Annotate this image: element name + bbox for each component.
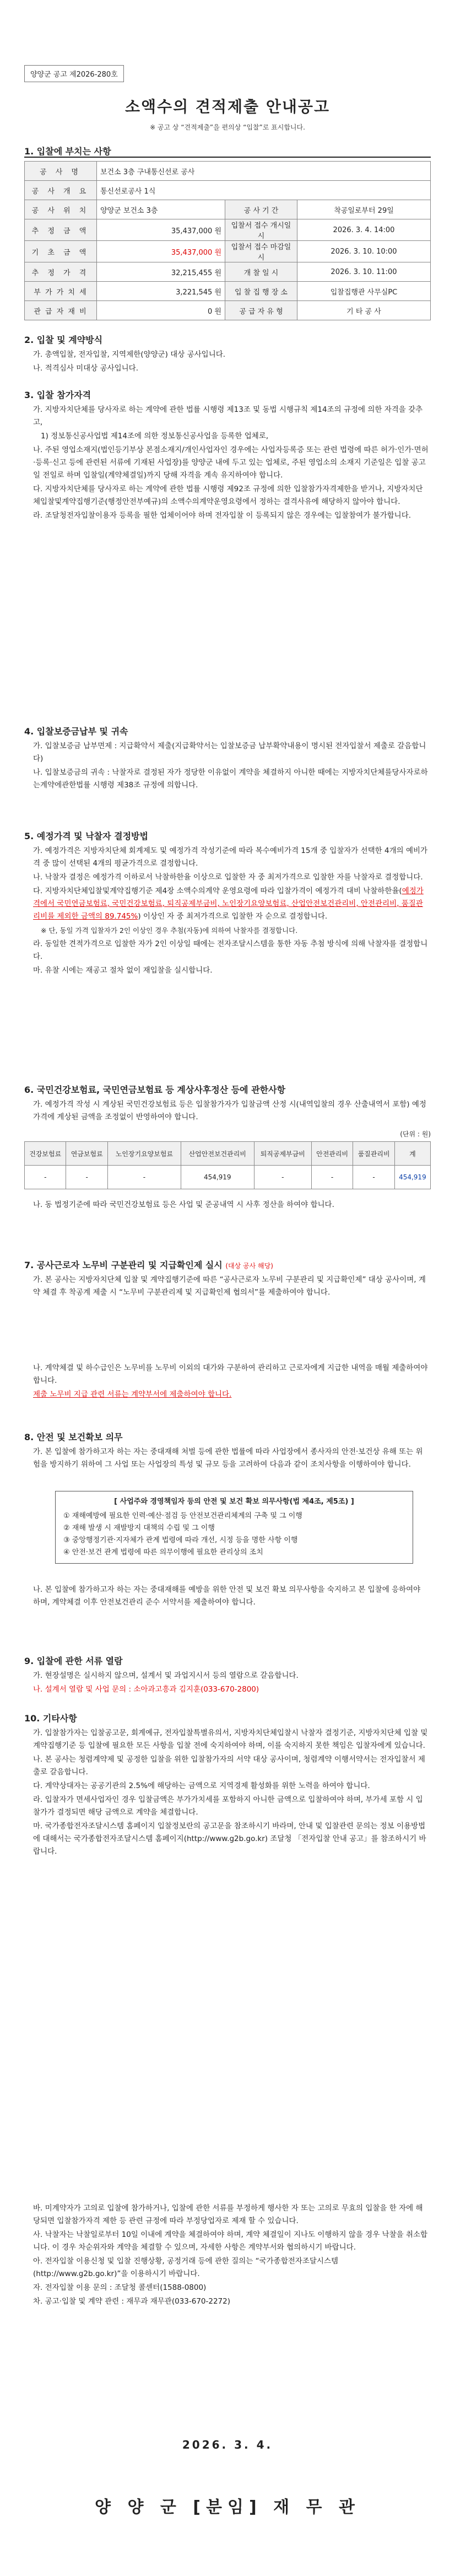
s4-item-b: 나. 입찰보증금의 귀속 : 낙찰자로 결정된 자가 정당한 이유없이 계약을 체결하지 아니한 때에는 지방자치단체를당사자로하는계약에관한법률 시행령 제38조 규정에 의합니다. — [33, 768, 428, 790]
s3-item-c: 다. 지방자치단체를 당사자로 하는 계약에 관한 법률 시행령 제92조 규정에 의한 입찰참가자격제한을 받거나, 지방자치단체입찰및계약집행기준(행정안전부예규)의 소액수의계약운영요령에서 정하는 결격사유에 해당하지 않아야 합니다. — [33, 485, 423, 506]
value-place: 입찰집행관 사무실PC — [297, 282, 431, 301]
section-7-scope-note: (대상 공사 해당) — [225, 1262, 273, 1270]
label-period: 공 사 기 간 — [225, 200, 297, 219]
fees-val-retirement: - — [254, 1166, 311, 1189]
section-1-divider — [24, 157, 431, 158]
label-base-amount: 기 초 금 액 — [25, 241, 97, 262]
value-site: 양양군 보건소 3층 — [97, 200, 225, 219]
s5-item-c-deduction: 예정가격에서 국민연금보험료, 국민건강보험료, 퇴직공제부금비, 노인장기요양보험료, 산업안전보건관리비, 안전관리비, 품질관리비 — [33, 887, 424, 921]
section-9-body — [33, 1670, 430, 1697]
s10-item-c: 다. 계약상대자는 공공기관의 2.5%에 해당하는 금액으로 지역경제 활성화를 위한 노력을 하여야 합니다. — [33, 1781, 370, 1790]
s5-item-c-rate: 를 제외한 금액의 89.745% — [47, 912, 138, 921]
s9-item-b: 나. 설계서 열람 및 사업 문의 : 소아과고흥과 김지훈(033-670-2800) — [33, 1685, 259, 1694]
overview-table — [24, 161, 431, 320]
s4-item-a: 가. 입찰보증금 납부면제 : 지급확약서 제출(지급확약서는 입찰보증금 납부확약내용이 명시된 전자입찰서 제출로 갈음합니다) — [33, 742, 426, 763]
page-subtitle: ※ 공고 상 “견적제출”을 편의상 “입찰”로 표시합니다. — [150, 124, 305, 131]
s5-item-c-lead: 다. 지방자치단체입찰및계약집행기준 제4장 소액수의계약 운영요령에 따라 입찰가격이 예정가격 대비 낙찰하한율( — [33, 887, 402, 895]
fees-val-health: - — [25, 1166, 66, 1189]
section-3-body — [33, 404, 430, 523]
section-6-intro: 가. 예정가격 작성 시 계상된 국민건강보험료 등은 입찰참가자가 입찰금액 산정 시(내역입찰의 경우 산출내역서 포함) 예정가격에 계상된 금액을 조정없이 반영하여야 합니다. — [33, 1100, 426, 1121]
s9-item-a: 가. 현장설명은 실시하지 않으며, 설계서 및 과업지시서 등의 열람으로 갈음합니다. — [33, 1671, 299, 1680]
label-project-name: 공 사 명 — [25, 162, 97, 181]
fees-col-quality: 품질관리비 — [353, 1142, 394, 1166]
s10-item-g: 사. 낙찰자는 낙찰일로부터 10일 이내에 계약을 체결하여야 하며, 계약 체결일이 지나도 이행하지 않을 경우 낙찰을 취소합니다. 이 경우 차순위자와 계약을 체결할 수 있으며, 자세한 사항은 계약부서와 협의하시기 바랍니다. — [33, 2230, 428, 2252]
s5-item-c-tail: ) 이상인 자 중 최저가격으로 입찰한 자 순으로 결정합니다. — [138, 912, 328, 921]
s5-item-e: 마. 유찰 시에는 재공고 절차 없이 재입찰을 실시합니다. — [33, 966, 213, 975]
fees-val-safety-health: 454,919 — [181, 1166, 254, 1189]
page-title: 소액수의 견적제출 안내공고 — [124, 98, 331, 116]
s3-item-b: 나. 주된 영업소재지(법인등기부상 본점소재지/개인사업자인 경우에는 사업자등록증 또는 관련 법령에 따른 허가·인가·면허·등록·신고 등에 관련된 서류에 기재된 사업장)를 양양군 내에 두고 있는 업체로, 주된 영업소의 소재지 기준일은 입찰 공고일 전일로 하며 입찰일(계약체결일)까지 당해 자격을 계속 유지하여야 합니다. — [33, 446, 429, 480]
section-6-note: 나. 동 법정기준에 따라 국민건강보험료 등은 사업 및 준공내역 시 사후 정산을 하여야 합니다. — [33, 1200, 334, 1209]
label-bid-end: 입찰서 접수 마감일시 — [225, 241, 297, 262]
s7-item-b: 나. 계약체결 및 하수급인은 노무비를 노무비 이외의 대가와 구분하여 관리하고 근로자에게 지급한 내역을 매월 제출하여야 합니다. — [33, 1364, 428, 1385]
safety-box-item-2: ② 재해 발생 시 재발방지 대책의 수립 및 그 이행 — [63, 1524, 215, 1532]
label-supplier-type: 공 급 자 유 형 — [225, 301, 297, 320]
value-estimate: 35,437,000 원 — [97, 219, 225, 241]
s2-item-b: 나. 적격심사 미대상 공사입니다. — [33, 364, 138, 373]
label-overview: 공 사 개 요 — [25, 181, 97, 200]
fees-col-safety: 안전관리비 — [311, 1142, 353, 1166]
fees-col-total: 계 — [394, 1142, 430, 1166]
value-period: 착공일로부터 29일 — [297, 200, 431, 219]
section-6-heading: 6. 국민건강보험료, 국민연금보험료 등 계상사후정산 등에 관한사항 — [24, 1085, 286, 1095]
label-place: 입 찰 집 행 장 소 — [225, 282, 297, 301]
fees-val-pension: - — [66, 1166, 107, 1189]
section-7-heading — [24, 1258, 273, 1271]
s7-extra: 제출 노무비 지급 관련 서류는 계약부서에 제출하여야 합니다. — [33, 1390, 232, 1399]
section-10-body — [33, 1727, 430, 1859]
s10-item-b: 나. 본 공사는 청렴계약제 및 공정한 입찰을 위한 입찰참가자의 서약 대상 공사이며, 청렴계약 이행서약서는 전자입찰서 제출로 갈음합니다. — [33, 1755, 425, 1777]
section-6-unit: (단위 : 원) — [400, 1130, 431, 1138]
label-site: 공 사 위 치 — [25, 200, 97, 219]
value-base-amount: 35,437,000 원 — [97, 241, 225, 262]
section-4-heading: 4. 입찰보증금납부 및 귀속 — [24, 726, 128, 737]
section-5-heading: 5. 예정가격 및 낙찰자 결정방법 — [24, 831, 148, 841]
section-5-body — [33, 845, 430, 978]
section-9-heading: 9. 입찰에 관한 서류 열람 — [24, 1656, 123, 1666]
s3-item-a: 가. 지방자치단체를 당사자로 하는 계약에 관한 법률 시행령 제13조 및 동법 시행규칙 제14조의 규정에 의한 자격을 갖추고, — [33, 405, 423, 427]
safety-duties-box — [55, 1491, 413, 1564]
s10-item-a: 가. 입찰참가자는 입찰공고문, 회계예규, 전자입찰특별유의서, 지방자치단체입찰시 낙찰자 결정기준, 지방자치단체 입찰 및 계약집행기준 등 입찰에 필요한 모든 사항을 입찰 전에 숙지하여야 하며, 이를 숙지하지 못한 책임은 입찰자에게 있습니다. — [33, 1729, 428, 1750]
section-7-body — [33, 1274, 430, 1300]
s7-item-a: 가. 본 공사는 지방자치단체 입찰 및 계약집행기준에 따른 “공사근로자 노무비 구분관리 및 지급확인제” 대상 공사이며, 계약 체결 후 착공계 제출 시 “노무비 구분관리제 및 지급확인제 협의서”를 제출하여야 합니다. — [33, 1275, 426, 1297]
fees-val-safety: - — [311, 1166, 353, 1189]
safety-box-item-3: ③ 중앙행정기관·지자체가 관계 법령에 따라 개선, 시정 등을 명한 사항 이행 — [63, 1536, 298, 1544]
s3-item-a1: 1) 정보통신공사업법 제14조에 의한 정보통신공사업을 등록한 업체로, — [41, 432, 269, 441]
section-3-heading: 3. 입찰 참가자격 — [24, 390, 91, 400]
label-est-price: 추 정 가 격 — [25, 262, 97, 282]
s5-item-d: 라. 동일한 견적가격으로 입찰한 자가 2인 이상일 때에는 전자조달시스템을 통한 자동 추첨 방식에 의해 낙찰자를 결정합니다. — [33, 940, 428, 961]
label-bid-start: 입찰서 접수 개시일시 — [225, 219, 297, 241]
fees-col-health: 건강보험료 — [25, 1142, 66, 1166]
s5-item-c — [33, 885, 430, 923]
section-8-item-a: 가. 본 입찰에 참가하고자 하는 자는 중대재해 처벌 등에 관한 법률에 따라 사업장에서 종사자의 안전·보건상 유해 또는 위험을 방지하기 위하여 그 사업 또는 사업장의 특성 및 규모 등을 고려하여 다음과 같이 조치사항을 이행하여야 합니다. — [33, 1447, 423, 1469]
s5-item-b: 나. 낙찰자 결정은 예정가격 이하로서 낙찰하한율 이상으로 입찰한 자 중 최저가격으로 입찰한 자를 낙찰자로 결정합니다. — [33, 873, 423, 882]
value-opening: 2026. 3. 10. 11:00 — [297, 262, 431, 282]
section-7-body-2 — [33, 1362, 430, 1402]
s5-item-a: 가. 예정가격은 지방자치단체 회계제도 및 예정가격 작성기준에 따라 복수예비가격 15개 중 입찰자가 선택한 4개의 예비가격 중 많이 선택된 4개의 평균가격으로 결정합니다. — [33, 846, 428, 868]
label-supply-cost: 관 급 자 재 비 — [25, 301, 97, 320]
section-2-body — [33, 348, 430, 376]
section-10-heading: 10. 기타사항 — [24, 1713, 77, 1724]
section-10-continued — [33, 2202, 430, 2309]
value-bid-end: 2026. 3. 10. 10:00 — [297, 241, 431, 262]
fees-val-quality: - — [353, 1166, 394, 1189]
fees-val-total: 454,919 — [394, 1166, 430, 1189]
value-vat: 3,221,545 원 — [97, 282, 225, 301]
section-1-heading: 1. 입찰에 부치는 사항 — [24, 146, 111, 157]
value-supply-cost: 0 원 — [97, 301, 225, 320]
value-overview: 통신선로공사 1식 — [97, 181, 431, 200]
s10-item-f: 바. 미계약자가 고의로 입찰에 참가하거나, 입찰에 관한 서류를 부정하게 행사한 자 또는 고의로 무효의 입찰을 한 자에 해당되면 입찰참가자격 제한 등 관련 규정에 따라 부정당업자로 제재 할 수 있습니다. — [33, 2204, 423, 2225]
section-2-heading: 2. 입찰 및 계약방식 — [24, 335, 103, 345]
fees-col-retirement: 퇴직공제부금비 — [254, 1142, 311, 1166]
value-est-price: 32,215,455 원 — [97, 262, 225, 282]
s10-item-j: 차. 공고·입찰 및 계약 관련 : 재무과 재무관(033-670-2272) — [33, 2297, 230, 2306]
s10-item-h: 아. 전자입찰 이용신청 및 입찰 진행상황, 공정거래 등에 관한 질의는 “국가종합전자조달시스템(http://www.g2b.go.kr)”을 이용하시기 바랍니다. — [33, 2257, 339, 2278]
value-bid-start: 2026. 3. 4. 14:00 — [297, 219, 431, 241]
fees-col-pension: 연금보험료 — [66, 1142, 107, 1166]
label-vat: 부 가 가 치 세 — [25, 282, 97, 301]
section-7-title: 7. 공사근로자 노무비 구분관리 및 지급확인제 실시 — [24, 1260, 223, 1270]
signer: 양 양 군 [분임] 재 무 관 — [95, 2498, 360, 2517]
fees-table — [24, 1141, 431, 1189]
fees-col-safety-health: 산업안전보건관리비 — [181, 1142, 254, 1166]
value-project-name: 보건소 3층 구내통신선로 공사 — [97, 162, 431, 181]
safety-box-title: [ 사업주와 경영책임자 등의 안전 및 보건 확보 의무사항(법 제4조, 제5조) ] — [114, 1498, 354, 1506]
safety-box-item-1: ① 재해예방에 필요한 인력·예산·점검 등 안전보건관리체계의 구축 및 그 이행 — [63, 1512, 302, 1520]
s2-item-a: 가. 총액입찰, 전자입찰, 지역제한(양양군) 대상 공사입니다. — [33, 350, 226, 359]
fees-col-care: 노인장기요양보험료 — [107, 1142, 181, 1166]
s10-item-d: 라. 입찰자가 면세사업자인 경우 입찰금액은 부가가치세를 포함하지 아니한 금액으로 입찰하여야 하며, 부가세 포함 시 입찰가가 결정되면 해당 금액으로 계약을 체결합니다. — [33, 1795, 423, 1817]
s10-item-i: 자. 전자입찰 이용 문의 : 조달청 콜센터(1588-0800) — [33, 2283, 207, 2292]
s5-note: ※ 단, 동일 가격 입찰자가 2인 이상인 경우 추첨(자동)에 의하여 낙찰자를 결정합니다. — [41, 926, 298, 935]
fees-val-care: - — [107, 1166, 181, 1189]
s10-item-e: 마. 국가종합전자조달시스템 홈페이지 입찰정보란의 공고문을 참조하시기 바라며, 안내 및 입찰관련 문의는 정보 이용방법에 대해서는 국가종합전자조달시스템 홈페이지(http://www.g2b.go.kr) 조달청 「전자입찰 안내 공고」를 참조하시기 바랍니다. — [33, 1822, 426, 1856]
section-8-item-b: 나. 본 입찰에 참가하고자 하는 자는 중대재해를 예방을 위한 안전 및 보건 확보 의무사항을 숙지하고 본 입찰에 응하여야 하며, 계약체결 이후 안전보건관리 준수 서약서를 제출하여야 합니다. — [33, 1585, 421, 1607]
notice-date: 2026. 3. 4. — [182, 2438, 273, 2451]
notice-number: 양양군 공고 제2026-280호 — [24, 65, 124, 82]
safety-box-item-4: ④ 안전·보건 관계 법령에 따른 의무이행에 필요한 관리상의 조치 — [63, 1548, 263, 1557]
section-8-heading: 8. 안전 및 보건확보 의무 — [24, 1432, 123, 1442]
s3-item-d: 라. 조달청전자입찰이용자 등록을 필한 업체이어야 하며 전자입찰 이 등록되지 않은 경우에는 입찰참여가 불가합니다. — [33, 511, 411, 520]
label-opening: 개 찰 일 시 — [225, 262, 297, 282]
section-4-body — [33, 740, 430, 793]
label-etc: 기 타 공 사 — [297, 301, 431, 320]
label-estimate: 추 정 금 액 — [25, 219, 97, 241]
